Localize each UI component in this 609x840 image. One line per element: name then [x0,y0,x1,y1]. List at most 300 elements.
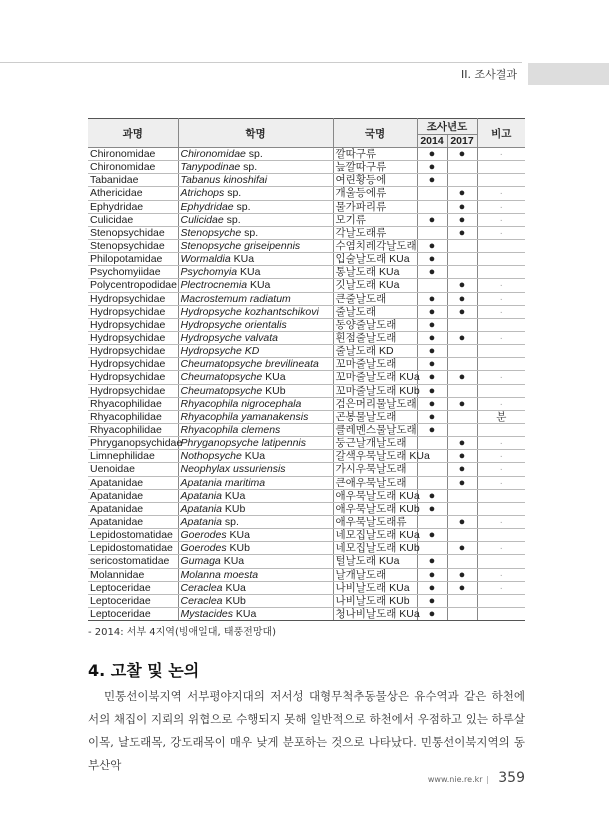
table-row [88,581,525,594]
scientific-name-suffix: KUa [241,450,266,463]
scientific-name-suffix: KUa [222,581,246,594]
scientific-name-suffix: KUa [230,253,255,266]
scientific-name-italic: Rhyacophila nigrocephala [180,397,302,410]
col-2014: 2014 [417,135,447,148]
korean-name-cell: 큰애우묵날도래 [333,476,417,489]
scientific-name-italic: Chironomidae [180,148,246,161]
presence-2017 [447,358,477,371]
scientific-name-italic: Ceraclea [180,594,223,607]
table-row [88,463,525,476]
scientific-name-italic: Ephydridae [180,200,234,213]
scientific-name-cell [178,384,333,397]
presence-2017: ● [447,581,477,594]
footer-separator: | [486,775,489,784]
note-cell: · [477,397,525,410]
scientific-name-italic: Apatania [180,516,222,528]
korean-name-cell: 입술날도래 KUa [333,253,417,266]
scientific-name-italic: Cheumatopsyche [180,384,263,397]
family-cell: Hydropsychidae [88,318,178,331]
korean-name-cell: 큰줄날도래 [333,292,417,305]
body-paragraph: 민통선이북지역 서부평야지대의 저서성 대형무척추동물상은 유수역과 같은 하천에서의 채집이 지뢰의 위협으로 수행되지 못해 일반적으로 하천에서 우점하고 있는 하루살이목, 날도래목, 강도래목이 매우 낮게 분포하는 것으로 나타났다. 민통선이북지역의 동부산악 [88,689,525,772]
table-row [88,450,525,463]
family-cell: Phryganopsychidae [90,437,183,450]
table-row [88,331,525,344]
note-cell [477,161,525,174]
presence-2014: ● [417,489,447,502]
note-cell: · [477,279,525,292]
scientific-name-italic: Wormaldia [180,253,231,266]
presence-2017 [447,318,477,331]
note-cell [477,239,525,252]
korean-name-cell: 여린황등에 [333,174,417,187]
presence-2014: ● [417,345,447,358]
korean-name-cell: 통날도래 KUa [333,266,417,279]
table-row [88,253,525,266]
korean-name-cell: 나비날도래 KUb [333,594,417,607]
note-cell: · [477,148,525,161]
family-cell: Polycentropodidae [90,279,177,292]
presence-2017: ● [447,515,477,528]
presence-2014: ● [417,239,447,252]
table-row [88,239,525,252]
presence-2017 [447,345,477,358]
korean-name-cell: 털날도래 KUa [333,555,417,568]
korean-name-cell: 꼬마줄날도래 [333,358,417,371]
scientific-name-suffix: KUa [247,279,271,292]
presence-2014: ● [417,568,447,581]
presence-2014 [417,542,447,555]
presence-2017 [447,529,477,542]
note-cell: · [477,331,525,344]
scientific-name-suffix: sp. [240,161,258,174]
presence-2014: ● [417,397,447,410]
korean-name-cell: 갈색우묵날도래 KUa [333,450,417,463]
table-row [88,397,525,410]
family-cell: Apatanidae [88,515,178,528]
korean-name-cell: 수염치레각날도래 [333,239,417,252]
table-row [88,502,525,515]
scientific-name-italic: Hydropsyche valvata [180,332,278,345]
scientific-name-cell [178,568,333,581]
note-cell [477,607,525,620]
presence-2017: ● [447,279,477,292]
family-cell: Chironomidae [88,148,178,161]
family-cell: Apatanidae [88,489,178,502]
presence-2017: ● [447,213,477,226]
presence-2017 [447,410,477,423]
presence-2014: ● [417,423,447,436]
presence-2017: ● [447,226,477,239]
presence-2017: ● [447,450,477,463]
family-cell: Leptoceridae [88,581,178,594]
scientific-name-italic: Hydropsyche kozhantschikovi [180,305,319,318]
scientific-name-cell [178,437,333,450]
presence-2017 [447,423,477,436]
running-header: II. 조사결과 [461,68,517,81]
scientific-name-italic: Stenopsyche griseipennis [180,240,301,253]
scientific-name-italic: Gumaga [180,555,221,568]
presence-2017 [447,253,477,266]
table-row [88,437,525,450]
col-survey-year: 조사년도 [417,119,477,135]
table-row [88,476,525,489]
presence-2014: ● [417,529,447,542]
scientific-name-cell [178,607,333,620]
scientific-name-cell [178,187,333,200]
korean-name-cell: 물가파리류 [333,200,417,213]
presence-2014 [417,226,447,239]
scientific-name-italic: Cheumatopsyche brevilineata [180,358,319,371]
note-cell [477,594,525,607]
presence-2014: ● [417,174,447,187]
presence-2014 [417,200,447,213]
scientific-name-cell [178,529,333,542]
scientific-name-italic: Hydropsyche KD [180,345,260,358]
korean-name-cell: 흰점줄날도래 [333,331,417,344]
presence-2017: ● [447,463,477,476]
presence-2017 [447,555,477,568]
note-cell: · [477,476,525,489]
note-cell [477,318,525,331]
korean-name-cell: 깔따구류 [333,148,417,161]
scientific-name-italic: Rhyacophila yamanakensis [180,410,309,423]
korean-name-cell: 애우묵날도래류 [333,515,417,528]
note-cell [477,253,525,266]
scientific-name-italic: Apatania maritima [180,476,266,489]
family-cell: Hydropsychidae [88,358,178,371]
table-row [88,266,525,279]
scientific-name-italic: Macrostemum radiatum [180,292,291,305]
presence-2014: ● [417,161,447,174]
scientific-name-suffix: KUa [233,607,257,620]
family-cell: Apatanidae [88,502,178,515]
family-cell: sericostomatidae [88,555,178,568]
korean-name-cell: 동양줄날도래 [333,318,417,331]
family-cell: Lepidostomatidae [88,529,178,542]
family-cell: Chironomidae [88,161,178,174]
scientific-name-italic: Neophylax ussuriensis [180,463,286,476]
family-cell: Stenopsychidae [88,226,178,239]
scientific-name-cell [178,226,333,239]
presence-2014: ● [417,266,447,279]
scientific-name-italic: Rhyacophila clemens [180,424,281,437]
family-cell: Philopotamidae [88,253,178,266]
note-cell [477,502,525,515]
presence-2014: ● [417,371,447,384]
scientific-name-cell [178,476,333,489]
table-row [88,555,525,568]
note-cell: · [477,542,525,555]
presence-2014: ● [417,555,447,568]
scientific-name-italic: Nothopsyche [180,450,242,463]
scientific-name-suffix: sp. [224,187,242,200]
scientific-name-cell [178,200,333,213]
family-cell: Stenopsychidae [88,239,178,252]
korean-name-cell: 나비날도래 KUa [333,581,417,594]
presence-2014: ● [417,607,447,620]
table-row [88,200,525,213]
korean-name-cell: 깃날도래 KUa [333,279,417,292]
family-cell: Rhyacophilidae [88,410,178,423]
scientific-name-cell [178,397,333,410]
scientific-name-cell [178,174,333,187]
family-cell: Hydropsychidae [88,371,178,384]
table-row [88,423,525,436]
presence-2014 [417,463,447,476]
scientific-name-cell [178,279,333,292]
family-cell: Hydropsychidae [88,345,178,358]
note-cell [477,174,525,187]
scientific-name-italic: Psychomyia [180,266,238,279]
scientific-name-cell [178,305,333,318]
header-tab-block [528,63,609,85]
korean-name-cell: 네모집날도래 KUa [333,529,417,542]
scientific-name-suffix: sp. [233,200,251,213]
scientific-name-cell [178,371,333,384]
presence-2017: ● [447,292,477,305]
table-row [88,226,525,239]
scientific-name-italic: Tabanus kinoshifai [180,174,268,187]
presence-2017 [447,161,477,174]
scientific-name-italic: Hydropsyche orientalis [180,318,287,331]
scientific-name-cell [178,213,333,226]
page-footer [428,770,525,786]
note-cell [477,266,525,279]
species-table [88,118,525,621]
korean-name-cell: 꼬마줄날도래 KUa [333,371,417,384]
family-cell: Athericidae [88,187,178,200]
scientific-name-cell [178,318,333,331]
korean-name-cell: 늪깔따구류 [333,161,417,174]
table-row [88,410,525,423]
scientific-name-italic: Culicidae [180,213,224,226]
scientific-name-suffix: KUa [226,529,250,542]
scientific-name-cell [178,345,333,358]
presence-2014 [417,187,447,200]
table-row [88,318,525,331]
table-row [88,187,525,200]
note-cell: · [477,200,525,213]
presence-2017 [447,239,477,252]
presence-2014: ● [417,581,447,594]
family-cell: Rhyacophilidae [88,423,178,436]
korean-name-cell: 검은머리물날도래 [333,397,417,410]
table-row [88,161,525,174]
korean-name-cell: 줄날도래 KD [333,345,417,358]
header-rule [0,62,522,63]
presence-2014: ● [417,594,447,607]
table-row [88,515,525,528]
scientific-name-cell [178,331,333,344]
presence-2017 [447,502,477,515]
korean-name-cell: 네모집날도래 KUb [333,542,417,555]
table-row [88,292,525,305]
table-row [88,174,525,187]
scientific-name-suffix: sp. [245,148,263,161]
korean-name-cell: 줄날도래 [333,305,417,318]
presence-2017 [447,607,477,620]
scientific-name-cell [178,594,333,607]
presence-2014: ● [417,292,447,305]
presence-2017 [447,174,477,187]
scientific-name-cell [178,581,333,594]
note-cell [477,345,525,358]
page-number: 359 [498,770,525,786]
korean-name-cell: 각날도래류 [333,226,417,239]
note-cell: · [477,515,525,528]
table-row [88,489,525,502]
scientific-name-suffix: KUb [221,502,246,515]
scientific-name-italic: Phryganopsyche latipennis [180,437,306,450]
col-family: 과명 [88,119,178,148]
scientific-name-italic: Stenopsyche [180,226,242,239]
table-row [88,594,525,607]
note-cell: 분 [477,410,525,423]
presence-2014: ● [417,253,447,266]
note-cell: · [477,292,525,305]
note-cell: · [477,305,525,318]
scientific-name-cell [178,253,333,266]
presence-2014: ● [417,502,447,515]
table-row [88,305,525,318]
scientific-name-suffix: KUb [262,384,286,397]
presence-2017: ● [447,187,477,200]
note-cell [477,358,525,371]
korean-name-cell: 애우묵날도래 KUa [333,489,417,502]
family-cell: Limnephilidae [88,450,178,463]
korean-name-cell: 애우묵날도래 KUb [333,502,417,515]
table-row [88,345,525,358]
col-2017: 2017 [447,135,477,148]
scientific-name-italic: Plectrocnemia [180,279,248,292]
presence-2014 [417,515,447,528]
note-cell: · [477,226,525,239]
scientific-name-cell [178,423,333,436]
presence-2014 [417,279,447,292]
presence-2017: ● [447,305,477,318]
presence-2017 [447,489,477,502]
family-cell: Hydropsychidae [88,384,178,397]
table-row [88,148,525,161]
presence-2017: ● [447,476,477,489]
family-cell: Hydropsychidae [88,331,178,344]
section-heading: 4. 고찰 및 논의 [88,661,200,680]
presence-2017 [447,266,477,279]
presence-2014: ● [417,331,447,344]
scientific-name-italic: Mystacides [180,607,234,620]
scientific-name-italic: Apatania [180,502,222,515]
note-cell: · [477,568,525,581]
presence-2014: ● [417,318,447,331]
scientific-name-cell [178,292,333,305]
family-cell: Uenoidae [88,463,178,476]
family-cell: Rhyacophilidae [88,397,178,410]
scientific-name-suffix: sp. [223,213,241,226]
table-row [88,542,525,555]
presence-2017: ● [447,437,477,450]
korean-name-cell: 꼬마줄날도래 KUb [333,384,417,397]
table-row [88,358,525,371]
korean-name-cell: 날개날도래 [333,568,417,581]
scientific-name-italic: Cheumatopsyche [180,371,263,384]
note-cell: · [477,371,525,384]
scientific-name-cell [178,358,333,371]
scientific-name-cell [178,410,333,423]
scientific-name-cell [178,502,333,515]
note-cell [477,489,525,502]
korean-name-cell: 모기류 [333,213,417,226]
scientific-name-suffix: KUb [226,542,250,555]
presence-2014: ● [417,410,447,423]
family-cell: Lepidostomatidae [88,542,178,555]
scientific-name-suffix: KUb [222,594,246,607]
presence-2017 [447,384,477,397]
table-row [88,568,525,581]
family-cell: Tabanidae [88,174,178,187]
family-cell: Leptoceridae [88,594,178,607]
scientific-name-suffix: KUa [262,371,286,384]
family-cell: Ephydridae [88,200,178,213]
note-cell: · [477,187,525,200]
note-cell: · [477,213,525,226]
presence-2014: ● [417,384,447,397]
note-cell: · [477,581,525,594]
scientific-name-italic: Goerodes [180,529,227,542]
table-row [88,371,525,384]
presence-2014 [417,476,447,489]
family-cell: Culicidae [88,213,178,226]
scientific-name-cell [178,450,333,463]
col-korean: 국명 [333,119,417,148]
table-row [88,279,525,292]
presence-2017: ● [447,331,477,344]
presence-2014: ● [417,148,447,161]
family-cell: Hydropsychidae [88,292,178,305]
scientific-name-suffix: sp. [221,516,239,528]
note-cell [477,555,525,568]
table-row [88,529,525,542]
scientific-name-italic: Ceraclea [180,581,223,594]
col-scientific: 학명 [178,119,333,148]
scientific-name-cell [178,148,333,161]
presence-2014 [417,437,447,450]
presence-2017: ● [447,542,477,555]
scientific-name-cell [178,266,333,279]
korean-name-cell: 클레멘스물날도래 [333,423,417,436]
scientific-name-suffix: KUa [237,266,261,279]
table-footnote: - 2014: 서부 4지역(빙애일대, 태풍전망대) [88,627,277,638]
scientific-name-italic: Apatania [180,489,222,502]
note-cell: · [477,450,525,463]
scientific-name-cell [178,489,333,502]
scientific-name-italic: Goerodes [180,542,227,555]
col-note: 비고 [477,119,525,148]
scientific-name-cell [178,515,333,528]
scientific-name-suffix: KUa [220,555,245,568]
scientific-name-cell [178,542,333,555]
presence-2014: ● [417,305,447,318]
note-cell [477,384,525,397]
scientific-name-cell [178,161,333,174]
scientific-name-cell [178,463,333,476]
family-cell: Molannidae [88,568,178,581]
table-row [88,213,525,226]
footer-url: www.nie.re.kr [427,775,483,784]
presence-2017: ● [447,200,477,213]
scientific-name-italic: Molanna moesta [180,568,259,581]
note-cell [477,423,525,436]
scientific-name-suffix: KUa [221,489,246,502]
